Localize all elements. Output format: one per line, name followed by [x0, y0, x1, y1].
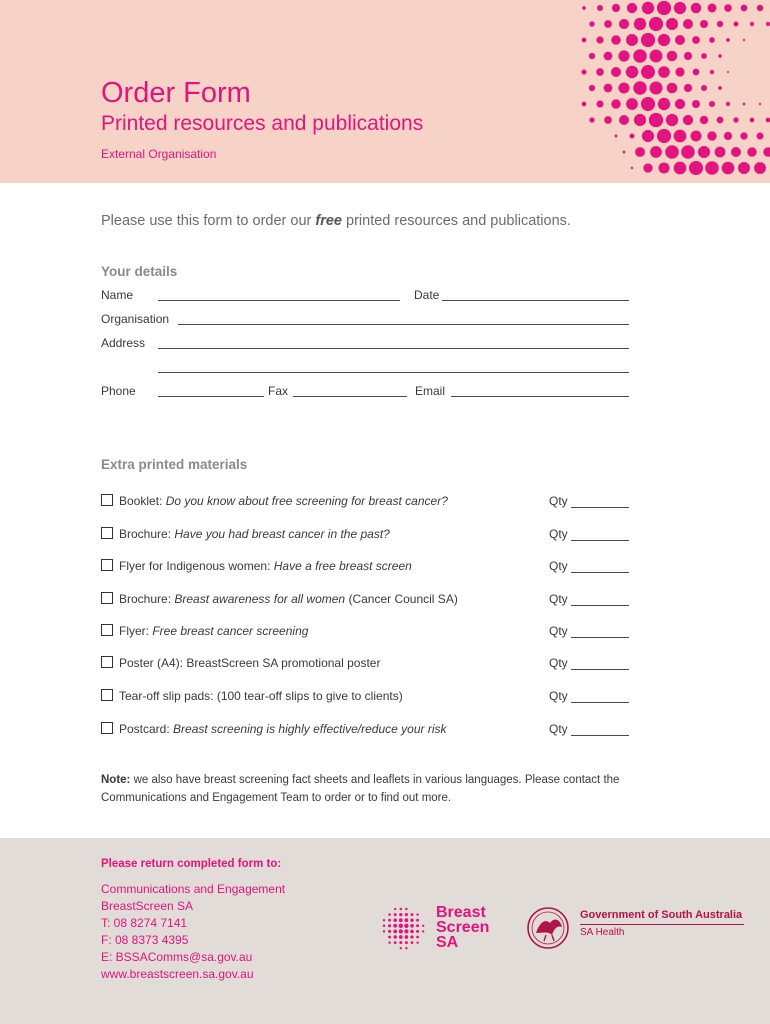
- halftone-dot: [766, 22, 770, 26]
- logo-dot: [393, 924, 397, 928]
- material-item: [101, 527, 629, 547]
- halftone-dot: [582, 102, 587, 107]
- qty-field[interactable]: [571, 540, 629, 541]
- halftone-dot: [626, 66, 638, 78]
- materials-heading: Extra printed materials: [101, 457, 248, 472]
- halftone-dot: [708, 4, 717, 13]
- logo-dot: [399, 935, 403, 939]
- material-label: Flyer: Free breast cancer screening: [119, 624, 309, 638]
- logo-dot: [394, 941, 397, 944]
- halftone-dot: [724, 4, 732, 12]
- logo-dot: [388, 936, 391, 939]
- qty-field[interactable]: [571, 669, 629, 670]
- halftone-dot: [718, 86, 722, 90]
- qty-label: Qty: [549, 624, 568, 638]
- qty-field[interactable]: [571, 637, 629, 638]
- halftone-dot: [726, 102, 730, 106]
- halftone-dot: [629, 133, 634, 138]
- halftone-dot: [766, 118, 770, 123]
- audience-tagline: External Organisation: [101, 147, 217, 161]
- material-item: [101, 592, 629, 612]
- note-text: we also have breast screening fact sheets and leaflets in various languages. Please contact the Communications and Engagement Team to order or to find out more.: [101, 774, 620, 804]
- halftone-dot: [724, 132, 732, 140]
- qty-label: Qty: [549, 722, 568, 736]
- halftone-dot: [684, 84, 692, 92]
- logo-dot: [416, 930, 419, 933]
- qty-field[interactable]: [571, 605, 629, 606]
- qty-label: Qty: [549, 656, 568, 670]
- halftone-dot: [643, 163, 652, 172]
- halftone-dot: [642, 2, 654, 14]
- halftone-dot: [759, 103, 761, 105]
- halftone-dot: [683, 19, 693, 29]
- halftone-dot: [681, 145, 695, 159]
- qty-field[interactable]: [571, 572, 629, 573]
- halftone-dot: [627, 3, 637, 13]
- halftone-dot: [675, 99, 685, 109]
- halftone-dot: [700, 20, 708, 28]
- halftone-dot: [667, 83, 678, 94]
- halftone-dot: [754, 162, 766, 174]
- logo-dot: [410, 919, 413, 922]
- breastscreen-logo-text: Breast Screen SA: [436, 904, 490, 951]
- halftone-dot: [666, 114, 678, 126]
- logo-dot: [393, 930, 397, 934]
- halftone-dot: [615, 135, 618, 138]
- halftone-dot: [710, 70, 714, 74]
- gov-logo-rule: [580, 924, 744, 925]
- logo-dot: [405, 935, 409, 939]
- halftone-dot: [604, 84, 613, 93]
- email-field[interactable]: [451, 396, 629, 397]
- header-banner: [0, 0, 770, 183]
- halftone-dot: [692, 100, 700, 108]
- contact-email-link[interactable]: E: BSSAComms@sa.gov.au: [101, 950, 253, 964]
- breastscreen-sa-logo: [380, 903, 520, 953]
- halftone-dot: [650, 82, 663, 95]
- halftone-dot: [611, 99, 620, 108]
- material-checkbox[interactable]: [101, 592, 113, 604]
- logo-dot: [393, 918, 396, 921]
- qty-label: Qty: [549, 592, 568, 606]
- logo-dot: [416, 936, 419, 939]
- logo-dot: [399, 924, 403, 928]
- halftone-dot: [674, 162, 687, 175]
- halftone-dot: [597, 5, 603, 11]
- material-checkbox[interactable]: [101, 656, 113, 668]
- material-item: [101, 722, 629, 742]
- halftone-dot: [596, 36, 603, 43]
- halftone-dot: [634, 18, 646, 30]
- piping-shrike-crest-icon: [524, 903, 574, 953]
- halftone-dot: [691, 3, 702, 14]
- halftone-dot: [705, 161, 719, 175]
- halftone-dot: [698, 146, 710, 158]
- page-subtitle: Printed resources and publications: [101, 112, 424, 135]
- halftone-dot: [604, 52, 613, 61]
- material-checkbox[interactable]: [101, 689, 113, 701]
- halftone-dot: [611, 67, 621, 77]
- logo-dot: [416, 919, 419, 922]
- gov-sa-title: Government of South Australia: [580, 909, 743, 921]
- logo-dot: [404, 929, 408, 933]
- address-field-line-1[interactable]: [158, 348, 629, 349]
- material-label: Tear-off slip pads: (100 tear-off slips to give to clients): [119, 689, 403, 703]
- halftone-dot: [692, 36, 700, 44]
- organisation-field[interactable]: [178, 324, 629, 325]
- halftone-dot: [604, 116, 612, 124]
- logo-dot: [383, 930, 385, 932]
- halftone-dot: [589, 53, 595, 59]
- halftone-dot: [717, 117, 724, 124]
- logo-dot: [394, 908, 396, 910]
- footer: [0, 838, 770, 1024]
- halftone-dot: [589, 85, 595, 91]
- fax-label: Fax: [268, 384, 289, 398]
- page-title: Order Form: [101, 77, 251, 109]
- halftone-dot: [619, 115, 629, 125]
- halftone-dot: [722, 162, 735, 175]
- halftone-dot: [626, 98, 638, 110]
- halftone-dot: [707, 131, 716, 140]
- halftone-dot: [641, 33, 655, 47]
- languages-note: [101, 771, 701, 807]
- logo-dot: [405, 908, 407, 910]
- halftone-dot: [750, 118, 755, 123]
- halftone-dot: [700, 116, 708, 124]
- material-checkbox[interactable]: [101, 624, 113, 636]
- name-field[interactable]: [158, 300, 400, 301]
- halftone-dot: [743, 103, 746, 106]
- return-heading: Please return completed form to:: [101, 858, 282, 870]
- phone-field[interactable]: [158, 396, 264, 397]
- halftone-dot: [658, 66, 670, 78]
- logo-dot: [399, 918, 403, 922]
- qty-field[interactable]: [571, 702, 629, 703]
- halftone-dot: [657, 129, 671, 143]
- halftone-dot: [650, 146, 662, 158]
- halftone-dot: [657, 1, 671, 15]
- halftone-dot: [649, 17, 663, 31]
- qty-label: Qty: [549, 689, 568, 703]
- halftone-dot: [717, 21, 723, 27]
- halftone-dot: [726, 38, 730, 42]
- your-details-heading: Your details: [101, 264, 178, 279]
- qty-field[interactable]: [571, 507, 629, 508]
- halftone-dot: [642, 130, 654, 142]
- halftone-dot: [675, 67, 684, 76]
- halftone-dot: [757, 5, 763, 11]
- breastscreen-dot-mark-icon: [380, 903, 430, 953]
- logo-dot: [399, 929, 403, 933]
- material-checkbox[interactable]: [101, 527, 113, 539]
- halftone-dot: [715, 147, 726, 158]
- date-field[interactable]: [442, 300, 629, 301]
- halftone-dot: [734, 22, 739, 27]
- halftone-dot: [727, 71, 729, 73]
- halftone-dot: [581, 69, 586, 74]
- halftone-dot: [658, 34, 670, 46]
- logo-dot: [388, 924, 391, 927]
- logo-dot: [410, 924, 414, 928]
- halftone-dot: [658, 162, 669, 173]
- halftone-dot: [691, 131, 702, 142]
- intro-text: Please use this form to order our free printed resources and publications.: [101, 213, 571, 229]
- halftone-dot: [619, 19, 629, 29]
- note-label: Note:: [101, 774, 131, 786]
- halftone-dot: [733, 117, 738, 122]
- address-label: Address: [101, 336, 146, 350]
- sa-health-label: SA Health: [580, 927, 625, 938]
- material-checkbox[interactable]: [101, 722, 113, 734]
- halftone-dot: [667, 51, 678, 62]
- halftone-dot: [689, 161, 703, 175]
- halftone-dot: [623, 151, 626, 154]
- address-field-line-2[interactable]: [158, 372, 629, 373]
- logo-dot: [416, 941, 418, 943]
- material-label: Postcard: Breast screening is highly effective/reduce your risk: [119, 722, 447, 736]
- material-label: Brochure: Have you had breast cancer in the past?: [119, 527, 390, 541]
- logo-dot: [400, 908, 403, 911]
- qty-field[interactable]: [571, 735, 629, 736]
- name-label: Name: [101, 288, 134, 302]
- material-label: Flyer for Indigenous women: Have a free breast screen: [119, 559, 412, 573]
- halftone-dot: [589, 117, 594, 122]
- halftone-dot: [741, 5, 748, 12]
- sa-government-logo: [524, 903, 754, 953]
- qty-label: Qty: [549, 527, 568, 541]
- fax-field[interactable]: [293, 396, 407, 397]
- halftone-dot: [633, 49, 647, 63]
- material-item: [101, 624, 629, 644]
- logo-dot: [388, 913, 391, 916]
- halftone-dot: [750, 22, 754, 26]
- halftone-dot: [709, 101, 715, 107]
- material-label: Booklet: Do you know about free screening for breast cancer?: [119, 494, 448, 508]
- contact-org: BreastScreen SA: [101, 899, 194, 913]
- phone-label: Phone: [101, 384, 136, 398]
- logo-dot: [411, 941, 414, 944]
- halftone-dot: [658, 98, 670, 110]
- material-item: [101, 656, 629, 676]
- logo-dot: [422, 930, 424, 932]
- halftone-dot: [631, 167, 633, 169]
- material-label: Brochure: Breast awareness for all women (Cancer Council SA): [119, 592, 458, 606]
- intro-emphasis: free: [315, 213, 342, 229]
- halftone-dot: [684, 52, 692, 60]
- halftone-dot: [596, 100, 603, 107]
- contact-phone: T: 08 8274 7141: [101, 916, 188, 930]
- halftone-dot: [740, 132, 747, 139]
- logo-dot: [411, 913, 414, 916]
- material-checkbox[interactable]: [101, 559, 113, 571]
- logo-dot: [383, 919, 385, 921]
- material-item: [101, 494, 629, 514]
- logo-dot: [394, 935, 397, 938]
- email-label: Email: [415, 384, 446, 398]
- halftone-dot: [611, 35, 621, 45]
- logo-dot: [404, 924, 408, 928]
- halftone-dot: [618, 82, 629, 93]
- logo-dot: [422, 925, 424, 927]
- halftone-dot: [582, 6, 586, 10]
- logo-dot: [388, 930, 391, 933]
- halftone-dot: [709, 37, 715, 43]
- halftone-dot: [747, 147, 757, 157]
- halftone-dot: [693, 69, 700, 76]
- halftone-dot: [612, 4, 620, 12]
- logo-dot: [399, 913, 402, 916]
- contact-team: Communications and Engagement: [101, 882, 286, 896]
- halftone-dot: [650, 50, 663, 63]
- halftone-dot: [665, 145, 679, 159]
- halftone-dot: [582, 38, 587, 43]
- halftone-dot: [763, 147, 770, 157]
- logo-dot: [399, 941, 402, 944]
- halftone-dot: [666, 18, 678, 30]
- halftone-dot: [738, 162, 750, 174]
- logo-dot: [405, 918, 409, 922]
- halftone-dot: [743, 39, 745, 41]
- halftone-dot: [626, 34, 638, 46]
- logo-dot: [410, 935, 413, 938]
- logo-dot: [383, 925, 386, 928]
- halftone-dot: [596, 68, 604, 76]
- halftone-dot: [701, 53, 707, 59]
- halftone-dot: [683, 115, 693, 125]
- halftone-dot: [756, 132, 763, 139]
- material-checkbox[interactable]: [101, 494, 113, 506]
- halftone-dot: [604, 20, 612, 28]
- contact-block: [101, 881, 285, 983]
- material-label: Poster (A4): BreastScreen SA promotional poster: [119, 656, 381, 670]
- logo-dot: [405, 947, 407, 949]
- logo-dot: [388, 941, 390, 943]
- logo-dot: [416, 924, 419, 927]
- halftone-dot: [641, 97, 655, 111]
- contact-website-link[interactable]: www.breastscreen.sa.gov.au: [101, 967, 254, 981]
- halftone-dot: [718, 54, 722, 58]
- date-label: Date: [414, 288, 440, 302]
- logo-dot: [416, 913, 418, 915]
- halftone-dot: [634, 114, 646, 126]
- halftone-dot: [649, 113, 663, 127]
- logo-dot: [410, 930, 414, 934]
- halftone-dot: [674, 130, 687, 143]
- logo-dot: [394, 913, 397, 916]
- halftone-dot: [633, 81, 646, 94]
- contact-fax: F: 08 8373 4395: [101, 933, 189, 947]
- halftone-dot: [635, 147, 645, 157]
- logo-dot: [405, 941, 408, 944]
- halftone-dot: [589, 21, 595, 27]
- logo-dot: [400, 947, 402, 949]
- halftone-dot: [731, 147, 741, 157]
- material-item: [101, 689, 629, 709]
- halftone-dot: [618, 50, 629, 61]
- qty-label: Qty: [549, 494, 568, 508]
- halftone-dot: [701, 85, 707, 91]
- logo-dot: [405, 913, 408, 916]
- halftone-dot: [675, 35, 685, 45]
- organisation-label: Organisation: [101, 312, 170, 326]
- halftone-dot: [641, 65, 655, 79]
- halftone-dot: [674, 2, 686, 14]
- material-item: [101, 559, 629, 579]
- qty-label: Qty: [549, 559, 568, 573]
- logo-dot: [388, 919, 391, 922]
